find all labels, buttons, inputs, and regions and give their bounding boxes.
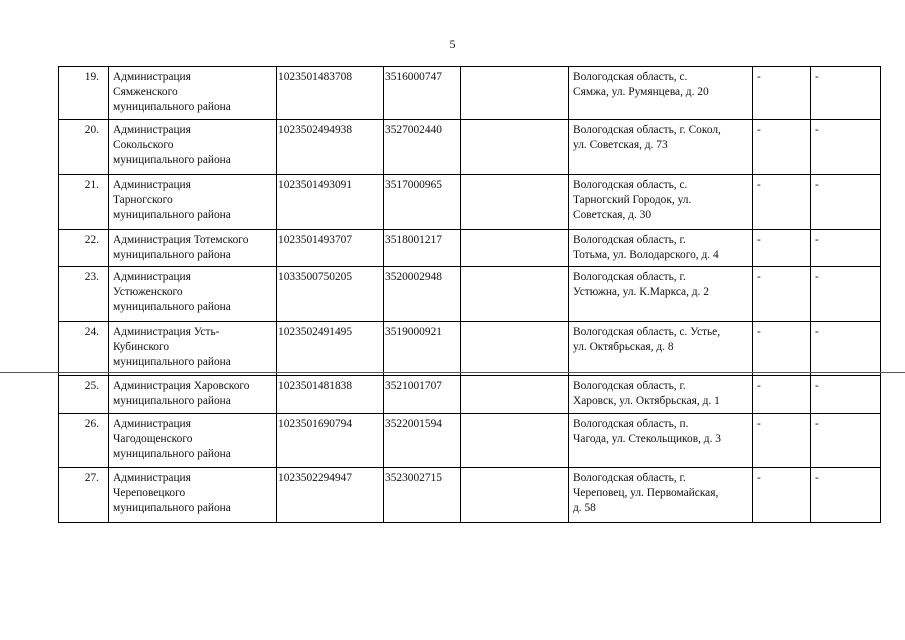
- organization-name-cell: [109, 376, 277, 414]
- cell-text-line: муниципального района: [113, 395, 231, 407]
- cell-text-line: Администрация: [113, 472, 191, 484]
- cell-text-line: Вологодская область, г.: [573, 234, 686, 246]
- inn-cell: 3522001594: [384, 414, 461, 468]
- organization-name-cell: [109, 322, 277, 376]
- dash-cell: -: [811, 267, 881, 322]
- address-cell: [569, 468, 753, 523]
- cell-text-line: Сокольского: [113, 139, 174, 151]
- cell-text-line: Череповец, ул. Первомайская,: [573, 487, 719, 499]
- dash-cell: -: [811, 230, 881, 267]
- cell-text-line: Администрация Усть-: [113, 326, 220, 338]
- cell-text-line: муниципального района: [113, 502, 231, 514]
- empty-cell: [461, 67, 569, 120]
- row-number-cell: 24.: [59, 322, 109, 376]
- cell-text-line: Вологодская область, г. Сокол,: [573, 124, 721, 136]
- table-row: [59, 322, 881, 376]
- registry-body: [59, 67, 881, 523]
- table-row: [59, 414, 881, 468]
- dash-cell: -: [753, 376, 811, 414]
- table-row: [59, 376, 881, 414]
- address-cell: [569, 67, 753, 120]
- dash-cell: -: [753, 468, 811, 523]
- dash-cell: -: [811, 376, 881, 414]
- ogrn-cell: 1023502294947: [277, 468, 384, 523]
- empty-cell: [461, 230, 569, 267]
- ogrn-cell: 1023501493091: [277, 175, 384, 230]
- dash-cell: -: [811, 120, 881, 175]
- ogrn-cell: 1023501481838: [277, 376, 384, 414]
- address-cell: [569, 322, 753, 376]
- address-cell: [569, 230, 753, 267]
- row-number-cell: 22.: [59, 230, 109, 267]
- dash-cell: -: [753, 67, 811, 120]
- cell-text-line: Вологодская область, г.: [573, 380, 686, 392]
- dash-cell: -: [811, 322, 881, 376]
- cell-text-line: Устюжна, ул. К.Маркса, д. 2: [573, 286, 709, 298]
- dash-cell: -: [753, 267, 811, 322]
- ogrn-cell: 1023502491495: [277, 322, 384, 376]
- address-cell: [569, 267, 753, 322]
- cell-text-line: Вологодская область, с. Устье,: [573, 326, 721, 338]
- cell-text-line: Тарногский Городок, ул.: [573, 194, 692, 206]
- cell-text-line: муниципального района: [113, 301, 231, 313]
- organization-name-cell: [109, 67, 277, 120]
- table-row: [59, 230, 881, 267]
- cell-text-line: Администрация: [113, 179, 191, 191]
- cell-text-line: Администрация Харовского: [113, 380, 250, 392]
- cell-text-line: Вологодская область, г.: [573, 271, 686, 283]
- cell-text-line: ул. Октябрьская, д. 8: [573, 341, 674, 353]
- row-number-cell: 26.: [59, 414, 109, 468]
- cell-text-line: Вологодская область, с.: [573, 179, 688, 191]
- cell-text-line: Устюженского: [113, 286, 183, 298]
- cell-text-line: Харовск, ул. Октябрьская, д. 1: [573, 395, 720, 407]
- inn-cell: 3519000921: [384, 322, 461, 376]
- cell-text-line: муниципального района: [113, 209, 231, 221]
- cell-text-line: Администрация Тотемского: [113, 234, 249, 246]
- cell-text-line: Администрация: [113, 271, 191, 283]
- cell-text-line: Вологодская область, п.: [573, 418, 689, 430]
- empty-cell: [461, 267, 569, 322]
- scan-divider-line: [0, 372, 905, 373]
- dash-cell: -: [811, 175, 881, 230]
- table-row: [59, 175, 881, 230]
- cell-text-line: Тотьма, ул. Володарского, д. 4: [573, 249, 719, 261]
- cell-text-line: муниципального района: [113, 154, 231, 166]
- cell-text-line: муниципального района: [113, 249, 231, 261]
- cell-text-line: муниципального района: [113, 101, 231, 113]
- ogrn-cell: 1033500750205: [277, 267, 384, 322]
- dash-cell: -: [753, 322, 811, 376]
- organization-name-cell: [109, 414, 277, 468]
- row-number-cell: 25.: [59, 376, 109, 414]
- row-number-cell: 23.: [59, 267, 109, 322]
- organization-name-cell: [109, 267, 277, 322]
- cell-text-line: Тарногского: [113, 194, 173, 206]
- cell-text-line: Чагодощенского: [113, 433, 193, 445]
- inn-cell: 3520002948: [384, 267, 461, 322]
- cell-text-line: Вологодская область, с.: [573, 71, 688, 83]
- ogrn-cell: 1023501493707: [277, 230, 384, 267]
- cell-text-line: муниципального района: [113, 356, 231, 368]
- registry-table: [58, 66, 881, 523]
- inn-cell: 3518001217: [384, 230, 461, 267]
- inn-cell: 3517000965: [384, 175, 461, 230]
- cell-text-line: Чагода, ул. Стекольщиков, д. 3: [573, 433, 721, 445]
- row-number-cell: 19.: [59, 67, 109, 120]
- cell-text-line: ул. Советская, д. 73: [573, 139, 668, 151]
- table-row: [59, 67, 881, 120]
- dash-cell: -: [811, 414, 881, 468]
- empty-cell: [461, 120, 569, 175]
- address-cell: [569, 120, 753, 175]
- page-number: 5: [449, 37, 456, 51]
- organization-name-cell: [109, 175, 277, 230]
- dash-cell: -: [753, 414, 811, 468]
- cell-text-line: Череповецкого: [113, 487, 186, 499]
- cell-text-line: Кубинского: [113, 341, 170, 353]
- empty-cell: [461, 414, 569, 468]
- table-row: [59, 120, 881, 175]
- row-number-cell: 20.: [59, 120, 109, 175]
- address-cell: [569, 414, 753, 468]
- organization-name-cell: [109, 468, 277, 523]
- ogrn-cell: 1023502494938: [277, 120, 384, 175]
- dash-cell: -: [753, 120, 811, 175]
- dash-cell: -: [811, 67, 881, 120]
- address-cell: [569, 175, 753, 230]
- row-number-cell: 27.: [59, 468, 109, 523]
- inn-cell: 3527002440: [384, 120, 461, 175]
- organization-name-cell: [109, 120, 277, 175]
- inn-cell: 3523002715: [384, 468, 461, 523]
- cell-text-line: Сямжа, ул. Румянцева, д. 20: [573, 86, 709, 98]
- dash-cell: -: [811, 468, 881, 523]
- table-row: [59, 468, 881, 523]
- ogrn-cell: 1023501690794: [277, 414, 384, 468]
- cell-text-line: Администрация: [113, 418, 191, 430]
- table-row: [59, 267, 881, 322]
- empty-cell: [461, 468, 569, 523]
- cell-text-line: Администрация: [113, 124, 191, 136]
- inn-cell: 3516000747: [384, 67, 461, 120]
- organization-name-cell: [109, 230, 277, 267]
- ogrn-cell: 1023501483708: [277, 67, 384, 120]
- cell-text-line: муниципального района: [113, 448, 231, 460]
- cell-text-line: Вологодская область, г.: [573, 472, 686, 484]
- row-number-cell: 21.: [59, 175, 109, 230]
- dash-cell: -: [753, 175, 811, 230]
- cell-text-line: Администрация: [113, 71, 191, 83]
- cell-text-line: Сямженского: [113, 86, 178, 98]
- empty-cell: [461, 376, 569, 414]
- empty-cell: [461, 322, 569, 376]
- address-cell: [569, 376, 753, 414]
- cell-text-line: д. 58: [573, 502, 596, 514]
- dash-cell: -: [753, 230, 811, 267]
- cell-text-line: Советская, д. 30: [573, 209, 652, 221]
- inn-cell: 3521001707: [384, 376, 461, 414]
- empty-cell: [461, 175, 569, 230]
